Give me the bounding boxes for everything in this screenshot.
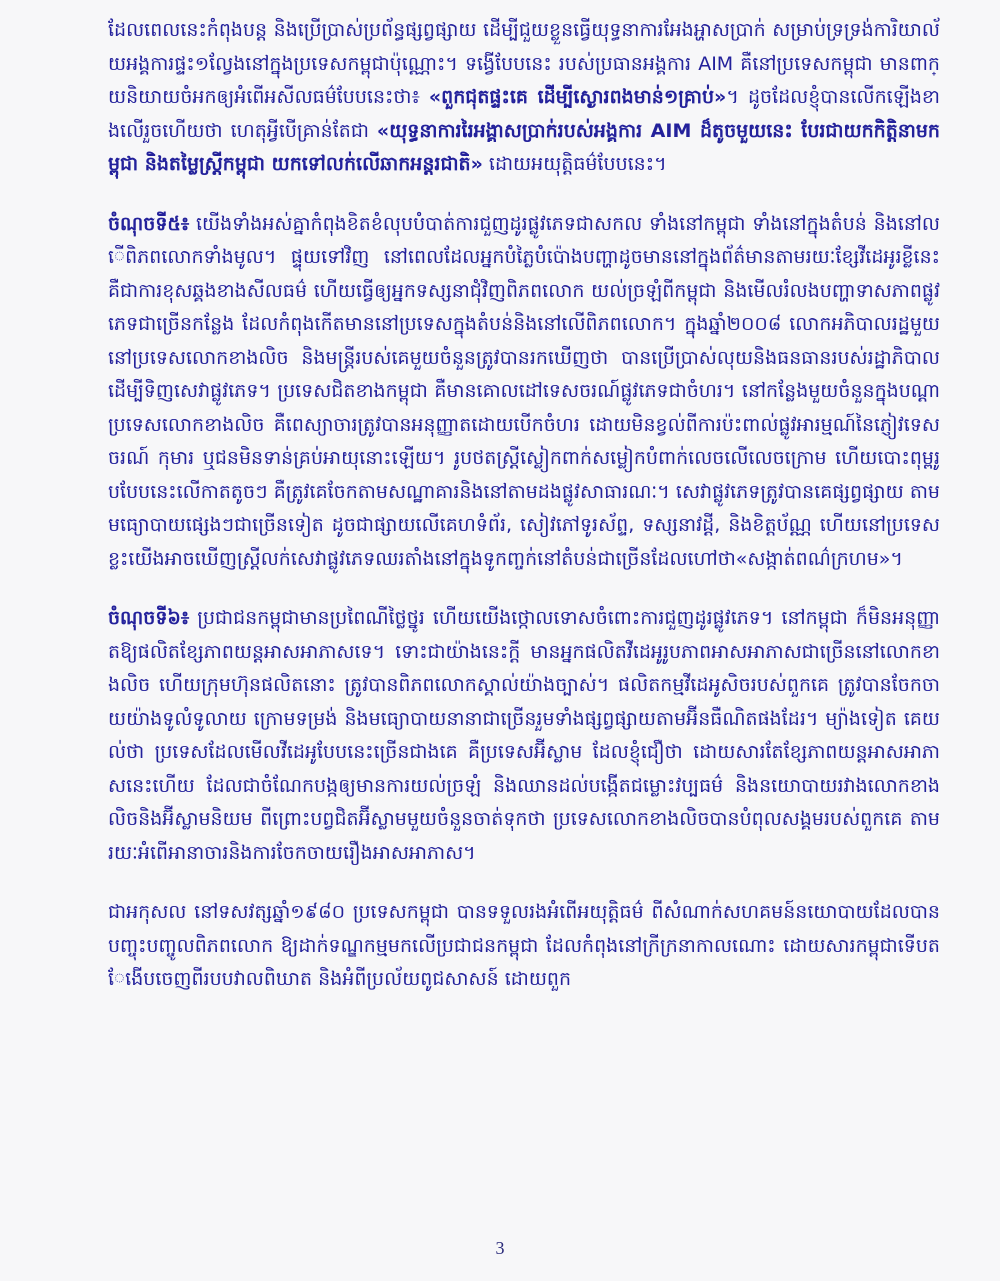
page-number: 3 xyxy=(495,1238,505,1258)
paragraph-text: ជាអកុសល នៅទសវត្សឆ្នាំ១៩៨០ ប្រទេសកម្ពុជា បានទទួលរងអំពើអយុត្តិធម៌ ពីសំណាក់សហគមន៍នយោបាយដែលបានបញ្ចុះបញ្ចូលពិភពលោក ឱ្យដាក់ទណ្ឌកម្មមកលើប្រជាជនកម្ពុជា ដែលកំពុងនៅក្រីក្រនាកាលណោះ ដោយសារកម្ពុជាទើបតែងើបចេញពីរបបវាលពិឃាត និងអំពីប្រល័យពូជសាសន៍ ដោយពួក xyxy=(108,901,940,990)
point-heading: ចំណុចទី៥៖ xyxy=(108,212,190,235)
bold-quote: «យុទ្ធនាការរៃអង្គាសប្រាក់របស់អង្គការ AIM ដ៏តូចមួយនេះ បែរជាយកកិត្តិនាមកម្ពុជា និងតម្លៃស្ត្រីកម្ពុជា យកទៅលក់លើឆាកអន្តរជាតិ» xyxy=(108,119,940,175)
document-body xyxy=(108,14,940,1023)
paragraph-intro xyxy=(108,14,940,182)
paragraph-text: ដោយអយុត្តិធម៌បែបនេះ។ xyxy=(482,153,667,175)
point-heading: ចំណុចទី៦៖ xyxy=(108,607,190,629)
paragraph-closing xyxy=(108,896,940,997)
paragraph-text: ប្រជាជនកម្ពុជាមានប្រពៃណីថ្លៃថ្នូរ ហើយយើងថ្កោលទោសចំពោះការជួញដូរផ្លូវភេទ។ នៅកម្ពុជា ក៏មិនអនុញ្ញាតឱ្យផលិតខ្សែភាពយន្តអាសអាភាសទេ។ ទោះជាយ៉ាងនេះក្តី មានអ្នកផលិតវីដេអូរូបភាពអាសអាភាសជាច្រើននៅលោកខាងលិច ហើយក្រុមហ៊ុនផលិតនោះ ត្រូវបានពិភពលោកស្គាល់យ៉ាងច្បាស់។ ផលិតកម្មវីដេអូសិចរបស់ពួកគេ ត្រូវបានចែកចាយយ៉ាងទូលំទូលាយ ក្រោមទម្រង់ និងមធ្យោបាយនានាជាច្រើនរួមទាំងផ្សព្វផ្សាយតាមអ៊ីនធឺណិតផងដែរ។ ម្យ៉ាងទៀត គេយល់ថា ប្រទេសដែលមើលវីដេអូបែបនេះច្រើនជាងគេ គឺប្រទេសអ៊ីស្លាម ដែលខ្ញុំជឿថា ដោយសារតែខ្សែភាពយន្តអាសអាភាសនេះហើយ ដែលជាចំណែកបង្កឲ្យមានការយល់ច្រឡំ និងឈានដល់បង្កើតជម្លោះវប្បធម៌ និងនយោបាយរវាងលោកខាងលិចនិងអ៊ីស្លាមនិយម ពីព្រោះបព្វជិតអ៊ីស្លាមមួយចំនួនចាត់ទុកថា ប្រទេសលោកខាងលិចបានបំពុលសង្គមរបស់ពួកគេ តាមរយៈអំពើអានាចារនិងការចែកចាយរឿងអាសអាភាស។ xyxy=(108,607,940,864)
paragraph-point-6 xyxy=(108,602,940,870)
paragraph-text: ដែលពេលនេះកំពុងបន្ត និងប្រើប្រាស់ប្រព័ន្ធផ្សព្វផ្សាយ ដើម្បីជួយខ្លួនធ្វើយុទ្ធនាការអែងអ្ហាស​ប្រាក់ សម្រាប់ទ្រទ្រង់ការិយាល័យអង្គការផ្ទះ១ល្វែងនៅក្នុងប្រទេសកម្ពុជាប៉ុណ្ណោះ។ ទង្វើបែបនេះ របស់ប្រធានអង្គការ AIM គឺនៅប្រទេសកម្ពុជា មានពាក្យនិយាយចំអកឲ្យអំពើអសីលធម៌បែបនេះថា៖ xyxy=(108,19,940,108)
bold-quote: «ពួកជុតផ្ទះគេ ដើម្បីស្ងោរពងមាន់១គ្រាប់» xyxy=(428,86,727,108)
paragraph-text: ។ ដូចដែលខ្ញុំបានលើកឡើងខាងលើរួចហើយថា ហេតុអ្វីបើគ្រាន់តែជា xyxy=(108,86,940,142)
paragraph-text: យើងទាំងអស់គ្នាកំពុងខិតខំលុបបំបាត់ការជួញដូរផ្លូវភេទជាសកល ទាំងនៅកម្ពុជា ទាំងនៅក្នុងតំបន់ និងនៅលើពិភពលោកទាំងមូល។ ផ្ទុយទៅវិញ នៅពេលដែលអ្នកបំភ្លៃបំប៉ោងបញ្ហាដូចមាននៅក្នុងព័ត៌មានតាមរយៈខ្សែវីដេអូរខ្លីនេះ គឺជាការខុសឆ្គងខាងសីលធម៌ ហើយធ្វើឲ្យអ្នកទស្សនាជុំវិញពិភពលោក យល់ច្រឡំពីកម្ពុជា និងមើលរំលងបញ្ហាទាសភាពផ្លូវភេទជាច្រើនកន្លែង ដែលកំពុងកើតមាននៅប្រទេសក្នុងតំបន់និងនៅលើពិភពលោក។ ក្នុងឆ្នាំ២០០៨ លោកអភិបាលរដ្ឋមួយ នៅប្រទេសលោកខាងលិច និងមន្ត្រីរបស់គេមួយចំនួនត្រូវបានរកឃើញថា បានប្រើប្រាស់លុយនិងធនធានរបស់រដ្ឋាភិបាល ដើម្បីទិញសេវាផ្លូវភេទ។ ប្រទេសជិតខាងកម្ពុជា គឺមានគោលដៅទេសចរណ៍ផ្លូវភេទជាចំហរ។ នៅកន្លែងមួយចំនួនក្នុងបណ្តាប្រទេសលោកខាងលិច គឺពេស្យាចារត្រូវបានអនុញ្ញាតដោយបើកចំហរ ដោយមិនខ្វល់ពីការប៉ះពាល់ផ្លូវអារម្មណ៍នៃភ្ញៀវទេសចរណ៍ កុមារ ឬជនមិនទាន់គ្រប់អាយុនោះឡើយ។ រូបថតស្ត្រីស្លៀកពាក់សម្លៀកបំពាក់លេចលើលេចក្រោម ហើយបោះពុម្ពរូបបែបនេះលើកាតតូចៗ គឺត្រូវគេចែកតាមសណ្ឋាគារនិងនៅតាមដងផ្លូវសាធារណៈ។ សេវាផ្លូវភេទត្រូវបានគេផ្សព្វផ្សាយ តាមមធ្យោបាយផ្សេងៗជាច្រើនទៀត ដូចជាផ្សាយលើគេហទំព័រ, សៀវភៅទូរស័ព្ទ, ទស្សនាវដ្តី, និងខិត្តប័ណ្ណ ហើយនៅប្រទេសខ្លះយើងអាចឃើញស្ត្រីលក់សេវាផ្លូវភេទឈរតាំងនៅក្នុងទូកញ្ចក់នៅតំបន់ជាច្រើនដែលហៅថា«សង្កាត់ពណ៌ក្រហម»។ xyxy=(108,212,940,570)
paragraph-point-5 xyxy=(108,208,940,577)
